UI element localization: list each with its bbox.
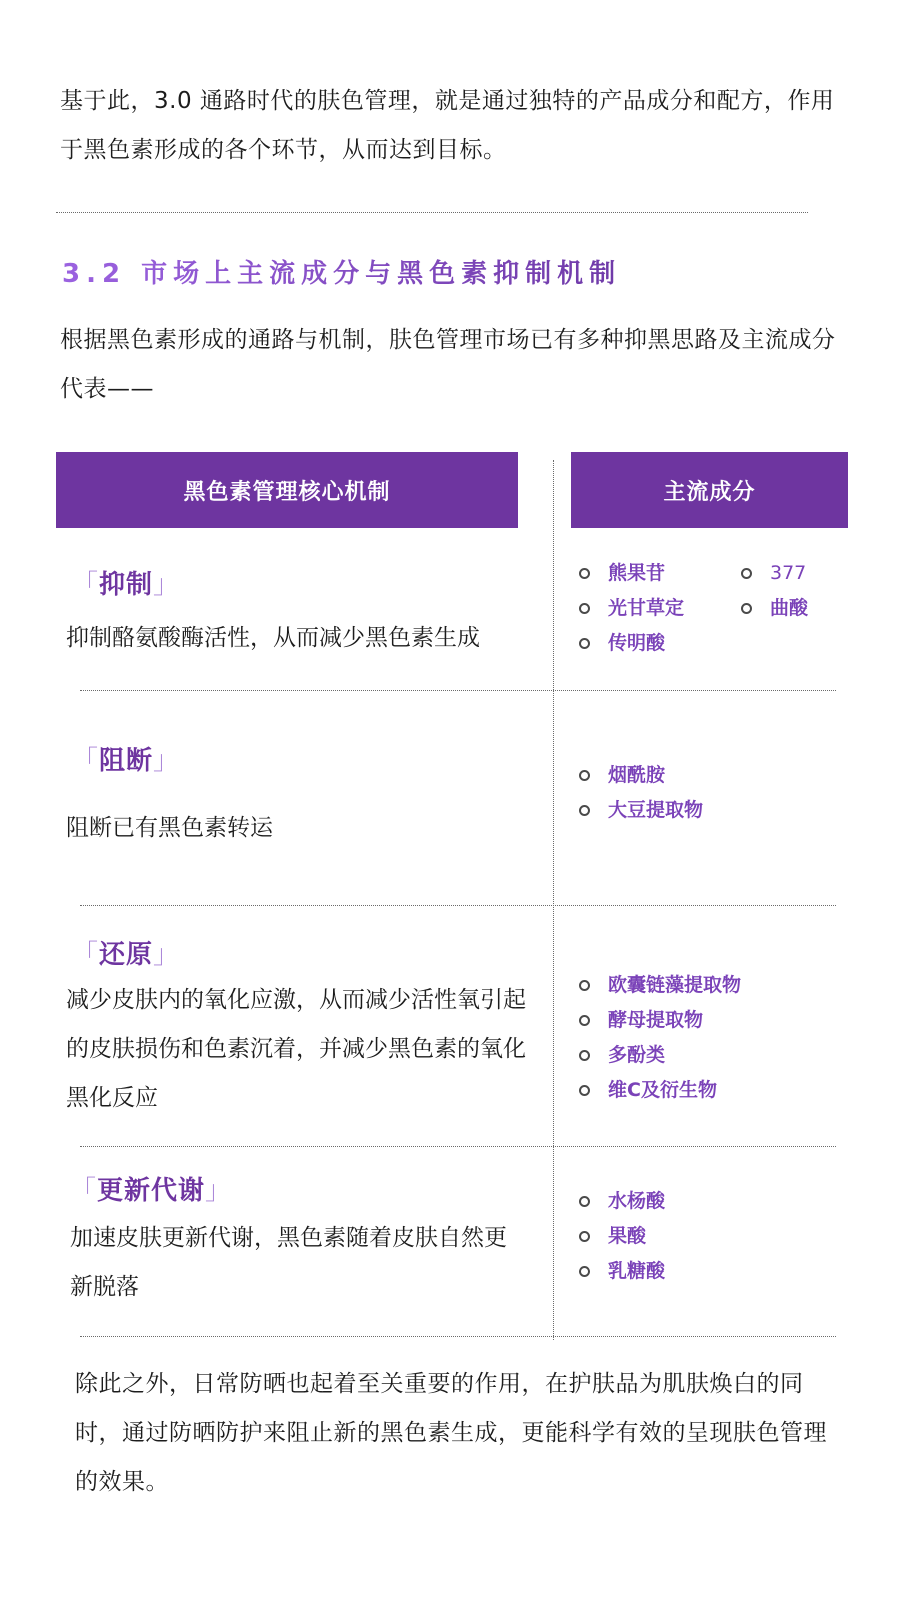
mechanism-description: 减少皮肤内的氧化应激，从而减少活性氧引起的皮肤损伤和色素沉着，并减少黑色素的氧化黑化反应 xyxy=(66,987,526,1111)
row-divider xyxy=(80,1146,836,1147)
corner-bracket-open-icon: 「 xyxy=(72,570,100,600)
ingredient-item: 多酚类 xyxy=(576,1038,741,1073)
section-lead-paragraph: 根据黑色素形成的通路与机制，肤色管理市场已有多种抑黑思路及主流成分代表—— xyxy=(60,327,836,402)
ingredient-list xyxy=(576,968,741,1108)
mechanism-title xyxy=(72,740,180,777)
ingredient-item: 水杨酸 xyxy=(576,1184,665,1219)
section-divider xyxy=(56,212,808,213)
ingredient-item: 烟酰胺 xyxy=(576,758,703,793)
ingredient-item: 酵母提取物 xyxy=(576,1003,741,1038)
row-divider xyxy=(80,905,836,906)
hollow-circle-icon xyxy=(579,805,590,816)
hollow-circle-icon xyxy=(579,603,590,614)
ingredient-list xyxy=(576,758,703,828)
mechanism-title xyxy=(72,564,180,601)
hollow-circle-icon xyxy=(579,1015,590,1026)
hollow-circle-icon xyxy=(579,1231,590,1242)
table-header-ingredients: 主流成分 xyxy=(571,452,848,528)
mechanism-title-text: 抑制 xyxy=(99,570,154,600)
row-divider xyxy=(80,690,836,691)
ingredient-item: 光甘草定 xyxy=(576,591,684,626)
hollow-circle-icon xyxy=(579,1266,590,1277)
mechanism-title xyxy=(72,934,180,971)
hollow-circle-icon xyxy=(579,770,590,781)
corner-bracket-open-icon: 「 xyxy=(72,746,100,776)
hollow-circle-icon xyxy=(579,1050,590,1061)
ingredient-item: 欧囊链藻提取物 xyxy=(576,968,741,1003)
corner-bracket-open-icon: 「 xyxy=(70,1176,98,1206)
ingredient-item: 乳糖酸 xyxy=(576,1254,665,1289)
ingredient-item: 熊果苷 xyxy=(576,556,684,591)
corner-bracket-open-icon: 「 xyxy=(72,940,100,970)
mechanism-description: 抑制酪氨酸酶活性，从而减少黑色素生成 xyxy=(66,625,480,651)
hollow-circle-icon xyxy=(741,603,752,614)
corner-bracket-close-icon: 」 xyxy=(153,746,181,776)
ingredient-item: 377 xyxy=(738,556,808,591)
hollow-circle-icon xyxy=(579,980,590,991)
outro-paragraph: 除此之外，日常防晒也起着至关重要的作用，在护肤品为肌肤焕白的同时，通过防晒防护来阻止新的黑色素生成，更能科学有效的呈现肤色管理的效果。 xyxy=(75,1371,827,1495)
ingredient-list xyxy=(576,556,684,661)
intro-paragraph: 基于此，3.0 通路时代的肤色管理，就是通过独特的产品成分和配方，作用于黑色素形成的各个环节，从而达到目标。 xyxy=(60,88,835,163)
corner-bracket-close-icon: 」 xyxy=(153,940,181,970)
section-title: 3.2 市场上主流成分与黑色素抑制机制 xyxy=(62,253,621,290)
ingredient-item: 大豆提取物 xyxy=(576,793,703,828)
mechanism-title xyxy=(70,1170,232,1207)
mechanism-description: 加速皮肤更新代谢，黑色素随着皮肤自然更新脱落 xyxy=(70,1225,507,1300)
hollow-circle-icon xyxy=(579,1196,590,1207)
corner-bracket-close-icon: 」 xyxy=(153,570,181,600)
row-divider xyxy=(80,1336,836,1337)
corner-bracket-close-icon: 」 xyxy=(205,1176,233,1206)
mechanism-title-text: 更新代谢 xyxy=(97,1176,206,1206)
hollow-circle-icon xyxy=(579,1085,590,1096)
hollow-circle-icon xyxy=(579,568,590,579)
ingredient-list xyxy=(576,1184,665,1289)
column-divider xyxy=(553,460,554,1340)
mechanism-title-text: 还原 xyxy=(99,940,154,970)
hollow-circle-icon xyxy=(579,638,590,649)
hollow-circle-icon xyxy=(741,568,752,579)
ingredient-item: 传明酸 xyxy=(576,626,684,661)
ingredient-item: 维C及衍生物 xyxy=(576,1073,741,1108)
mechanism-title-text: 阻断 xyxy=(99,746,154,776)
ingredient-list xyxy=(738,556,808,626)
table-header-mechanism: 黑色素管理核心机制 xyxy=(56,452,518,528)
ingredient-item: 果酸 xyxy=(576,1219,665,1254)
mechanism-description: 阻断已有黑色素转运 xyxy=(66,815,273,841)
ingredient-item: 曲酸 xyxy=(738,591,808,626)
